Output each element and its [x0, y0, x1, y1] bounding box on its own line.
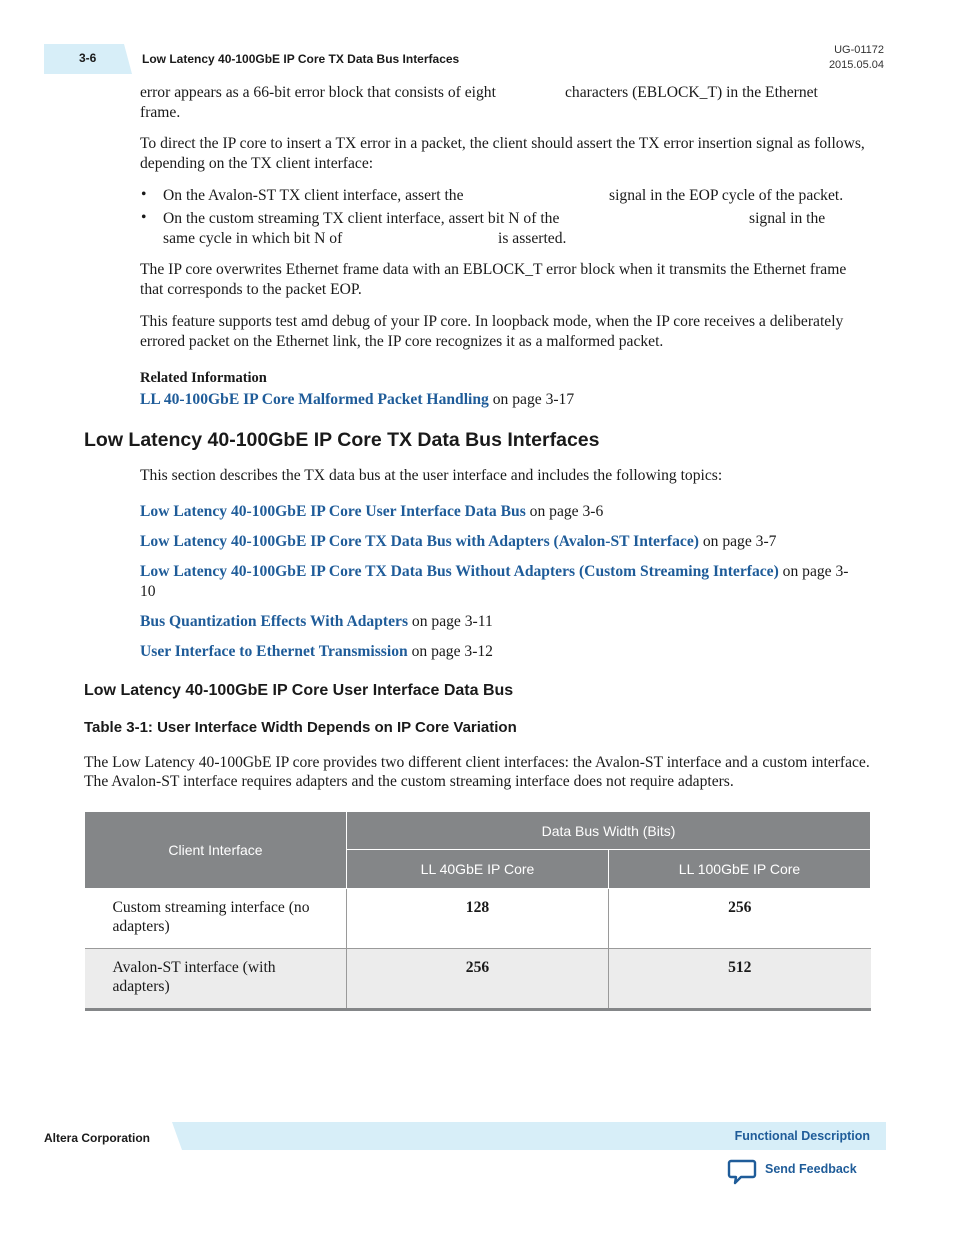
bullet-marker: • [141, 186, 147, 203]
intro-line2: frame. [140, 104, 181, 121]
intro-para2: To direct the IP core to insert a TX error in a packet, the client should assert the TX error insertion signal as follows, depending on the TX client interface: [140, 135, 865, 172]
header-section-title: Low Latency 40-100GbE IP Core TX Data Bus Interfaces [142, 52, 460, 66]
topic-link[interactable]: Low Latency 40-100GbE IP Core TX Data Bus Without Adapters (Custom Streaming Interface) [140, 563, 779, 580]
cell-interface: Avalon-ST interface (with adapters) [85, 949, 347, 1010]
topic-entry [140, 532, 776, 552]
topic-link-suffix: on page 3-7 [698, 533, 777, 550]
related-link[interactable]: LL 40-100GbE IP Core Malformed Packet Handling [140, 391, 489, 408]
topic-entry [140, 612, 493, 632]
topic-link[interactable]: Bus Quantization Effects With Adapters [140, 613, 409, 630]
bullet2-part2: signal in the [749, 210, 826, 227]
topic-link[interactable]: Low Latency 40-100GbE IP Core User Interface Data Bus [140, 503, 526, 520]
doc-date: 2015.05.04 [828, 59, 884, 71]
cell-width-100g: 256 [609, 889, 871, 949]
col-header-group: Data Bus Width (Bits) [347, 812, 871, 850]
cell-width-40g: 256 [347, 949, 609, 1010]
col-header-40g: LL 40GbE IP Core [347, 850, 609, 889]
related-info-label: Related Information [140, 370, 267, 386]
col-header-100g: LL 100GbE IP Core [609, 850, 871, 889]
data-bus-width-table [84, 811, 871, 1011]
bullet1-part1: On the Avalon-ST TX client interface, assert the [163, 187, 464, 204]
intro-para4: This feature supports test amd debug of your IP core. In loopback mode, when the IP core receives a deliberately errored packet on the Ethernet link, the IP core recognizes it as a malformed packet. [140, 313, 844, 350]
topic-link[interactable]: Low Latency 40-100GbE IP Core TX Data Bus with Adapters (Avalon-ST Interface) [140, 533, 699, 550]
related-info-entry [140, 390, 574, 410]
topic-link-suffix: on page 3-12 [407, 643, 493, 660]
speech-bubble-icon[interactable] [727, 1158, 757, 1186]
related-link-suffix: on page 3-17 [488, 391, 575, 408]
topic-entry [140, 562, 860, 602]
cell-width-40g: 128 [347, 889, 609, 949]
footer-chapter-link[interactable]: Functional Description [734, 1129, 870, 1143]
table-row [85, 889, 871, 949]
cell-width-100g: 512 [609, 949, 871, 1010]
topic-link[interactable]: User Interface to Ethernet Transmission [140, 643, 408, 660]
footer-company: Altera Corporation [44, 1131, 151, 1145]
bullet1-part2: signal in the EOP cycle of the packet. [609, 187, 844, 204]
topic-entry [140, 642, 493, 662]
table-row [85, 949, 871, 1010]
col-header-client: Client Interface [85, 812, 347, 889]
subsection-para: The Low Latency 40-100GbE IP core provides two different client interfaces: the Avalon-ST interface and a custom interface. The Avalon-ST interface requires adapters and the custom streaming interface does not require adapters. [84, 754, 870, 790]
page-number: 3-6 [79, 51, 97, 65]
doc-info [829, 43, 884, 73]
topic-link-suffix: on page 3-6 [525, 503, 604, 520]
cell-interface: Custom streaming interface (no adapters) [85, 889, 347, 949]
send-feedback-link[interactable]: Send Feedback [765, 1162, 857, 1176]
bullet2-part3: same cycle in which bit N of [163, 230, 343, 247]
topic-link-suffix: on page 3-10 [140, 563, 849, 600]
bullet-marker: • [141, 209, 147, 226]
topic-link-suffix: on page 3-11 [408, 613, 493, 630]
section-intro: This section describes the TX data bus at the user interface and includes the following topics: [140, 467, 723, 484]
section-heading: Low Latency 40-100GbE IP Core TX Data Bus Interfaces [84, 429, 600, 451]
intro-para3: The IP core overwrites Ethernet frame data with an EBLOCK_T error block when it transmits the Ethernet frame that corresponds to the packet EOP. [140, 261, 847, 298]
topic-entry [140, 502, 603, 522]
intro-line1a: error appears as a 66-bit error block that consists of eight [140, 84, 496, 101]
table-caption: Table 3-1: User Interface Width Depends on IP Core Variation [84, 719, 517, 736]
bullet2-part4: is asserted. [498, 230, 567, 247]
bullet2-part1: On the custom streaming TX client interface, assert bit N of the [163, 210, 560, 227]
intro-line1b: characters (EBLOCK_T) in the Ethernet [565, 84, 818, 101]
subsection-heading: Low Latency 40-100GbE IP Core User Interface Data Bus [84, 682, 514, 699]
doc-id: UG-01172 [834, 44, 884, 56]
